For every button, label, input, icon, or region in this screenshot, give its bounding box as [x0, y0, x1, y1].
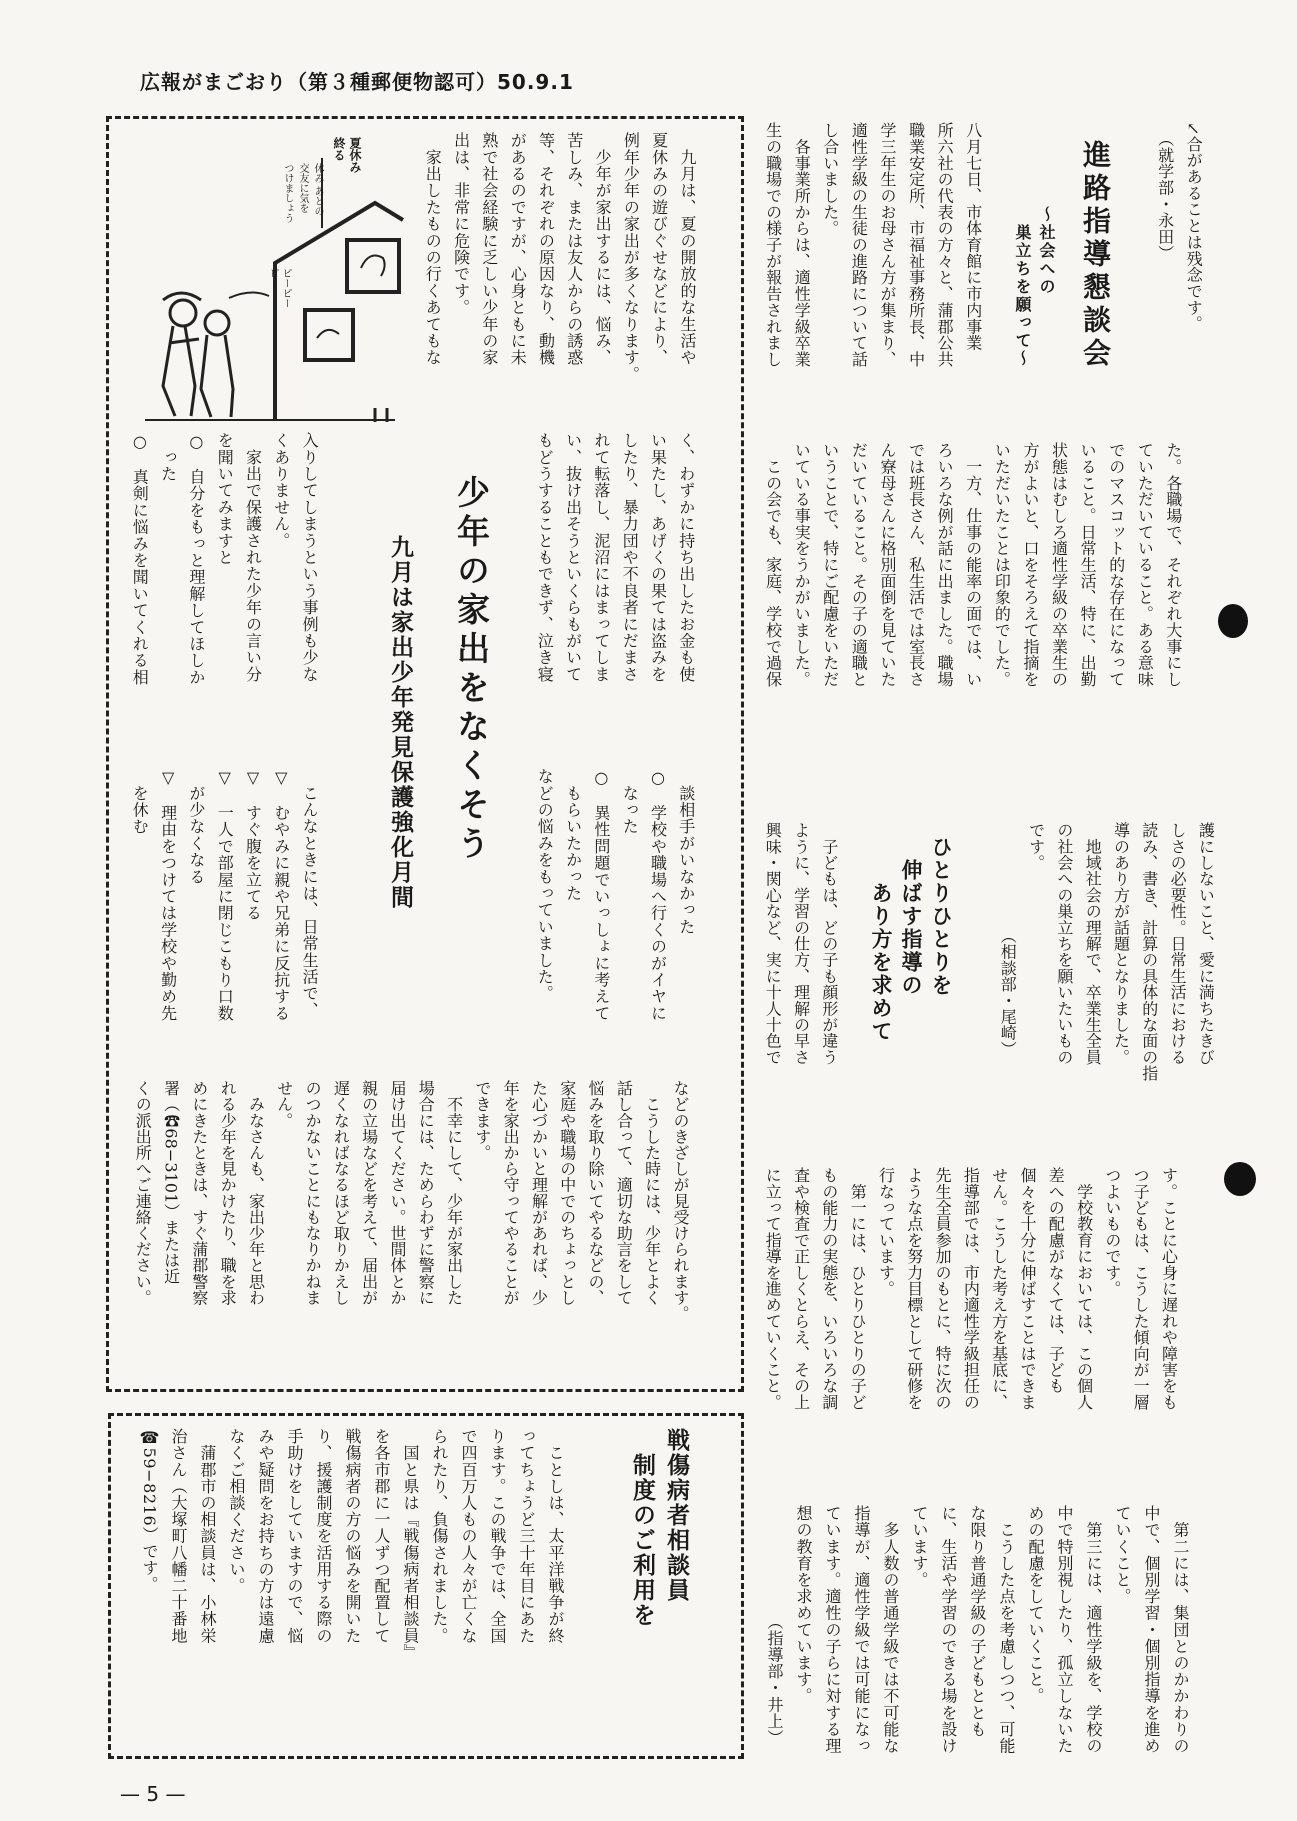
senshobyo-body: ことしは、太平洋戦争が終 ってちょうど三十年目にあた ります。この戦争では、全国 で四百万人もの人々が亡くな られたり、負傷されました。 国と県は『戦傷病者相談員』 を各市郡に一人ずつ配置して 戦傷病者の方の悩みを開いた り、援護制度を活用する際の 手助けをしていますので、悩 みや疑問をお持ちの方は遠慮 なくご相談ください。 蒲郡市の相談員は、小林栄 治さん（大塚町八幡二十番地 ☎59−8216）です。: [140, 1428, 565, 1661]
shinro-title: 進路指導懇談会: [1079, 140, 1112, 371]
punch-hole-dot: [1224, 1162, 1256, 1196]
hitori-col1: 護にしないこと、愛に満ちたきび しさの必要性。日常生活における 読み、書き、計算の具体的な面の指 導のあり方が話題となりました。 地域社会の理解で、卒業生全員 の社会への巣立ちを願いたいもの です。 （相談部・尾崎）: [998, 822, 1216, 1082]
senshobyo-title: 戦傷病者相談員 制度のご利用を: [629, 1428, 689, 1628]
iede-intro: 九月は、夏の開放的な生活や 夏休みの遊びぐせなどにより、 例年少年の家出が多くなります。 少年が家出するには、悩み、 苦しみ、または友人からの誘惑 等、それぞれの原因なり、動機 があるのですが、心身ともに未 熟で社会経験に乏しい少年の家 出は、非常に危険です。 家出したものの行くあてもな: [423, 132, 697, 383]
page-number: — 5 —: [120, 1782, 186, 1806]
iede-body-e: などのきざしが見受けられます。 こうした時には、少年とよく 話し合って、適切な助言をして 悩みを取り除いてやるなどの、 家庭や職場の中でのちょっとし た心づかいと理解があれば、少 年を家出から守ってやることが できます。 不幸にして、少年が家出した 場合には、ためらわずに警察に 届け出てください。世間体とか 親の立場などを考えて、届出が 遅くなればなるほど取りかえし のつかないことにもなりかねま せん。 みなさんも、家出少年と思わ れる少年を見かけたり、職を求 めにきたときは、すぐ蒲郡警察 署（☎68−3101）または近 くの派出所へご連絡ください。: [133, 1080, 690, 1322]
iede-body-d: こんなときには、日常生活で、 ▽ むやみに親や兄弟に反抗する ▽ すぐ腹を立てる ▽ 一人で部屋に閉じこもり口数 が少なくなる ▽ 理由をつけては学校や勤め先 を休む: [130, 768, 320, 1022]
iede-body-c: 談相手がいなかった ○ 学校や職場へ行くのがイヤに なった ○ 異性問題でいっしょに考えて もらいたかった などの悩みをもっていました。: [535, 768, 696, 1022]
hitori-col2: 子どもは、どの子も顔形が違う ように、学習の仕方、理解の早さ 興味・関心など、実に十人十色で: [763, 822, 839, 1065]
hitori-title: ひとりひとりを 伸ばす指導の あり方を求めて: [869, 836, 953, 1043]
iede-body-a: く、わずかに持ち出したお金も使 い果たし、あげくの果ては盗みを したり、暴力団や不良者にだまさ れて転落し、泥沼にはまってしま い、抜け出そうといくらもがいて もどうすることもできず、泣き寝: [535, 432, 696, 683]
punch-hole-dot: [1218, 604, 1248, 638]
shinro-lead-text: ↙合があることは残念です。 （就学部・永田）: [1155, 122, 1204, 332]
shinro-subtitle: 〜社会への 巣立ちを願って〜: [1013, 206, 1056, 368]
cartoon-sound-text: ピーピー ピー: [267, 268, 291, 308]
shinro-body-top: 八月七日、市体育館に市内事業 所六社の代表の方々と、蒲郡公共 職業安定所、市福祉事務所長、中 学三年生のお母さん方が集まり、 適性学級の生徒の進路について話 し合いました。 各事業所からは、適性学級卒業 生の職場での様子が報告されまし: [763, 122, 983, 368]
hitori-body-low: す。ことに心身に遅れや障害をも つ子どもは、こうした傾向が一層 つよいものです。 学校教育においては、この個人 差への配慮がなくては、子ども 個々を十分に伸ばすことはできま せん。こうした考え方を基底に、 指導部では、市内適性学級担任の 先生全員参加のもとに、特に次の ような点を努力目標として研修を 行なっています。 第一には、ひとりひとりの子ど もの能力の実態を、いろいろな調 査や検査で正しくとらえ、その上 に立って指導を進めていくこと。: [763, 1167, 1179, 1410]
shinro-body-mid: た。各職場で、それぞれ大事にし ていただいていること。ある意味 でのマスコット的な存在になって いること。日常生活、特に、出勤 状態はむしろ適性学級の卒業生の 方がよいと、口をそろえて指摘を いただいたことは印象的でした。 一方、仕事の能率の面では、い ろいろな例が話に出ました。職場 では班長さん、私生活では室長さ ん寮母さんに格別面倒を見ていた だいていること。その子の適職と いうことで、特にご配慮をいただ いている事実をうかがいました。 この会でも、家庭、学校で過保: [763, 442, 1183, 688]
hitori-body-bottom: 第二には、集団とのかかわりの 中で、個別学習・個別指導を進め ていくこと。 第三には、適性学級を、学校の 中で特別視したり、孤立しないた めの配慮をしていくこと。 こうした点を考慮しつつ、可能 な限り普通学級の子どもととも に、生活や学習のできる場を設け ています。 多人数の普通学級では不可能な 指導が、適性学級では可能になっ ています。適性の子らに対する理 想の教育を求めています。 （指導部・井上）: [765, 1505, 1190, 1754]
newsletter-header: 広報がまごおり（第３種郵便物認可）50.9.1: [140, 70, 574, 94]
cartoon-note-text: 休み あとの 交友に気を つけましょう: [282, 163, 323, 223]
cartoon-sign-text: 夏休み 終る: [332, 137, 362, 173]
iede-body-b: 入りしてしまうという事例も少な くありません。 家出で保護された少年の言い分 を聞いてみますと ○ 自分をもっと理解してほしか った ○ 真剣に悩みを聞いてくれる相: [130, 432, 320, 686]
cartoon-illustration: [125, 128, 405, 423]
iede-subtitle: 九月は家出少年発見保護強化月間: [387, 535, 413, 910]
iede-title: 少年の家出をなくそう: [452, 475, 491, 865]
